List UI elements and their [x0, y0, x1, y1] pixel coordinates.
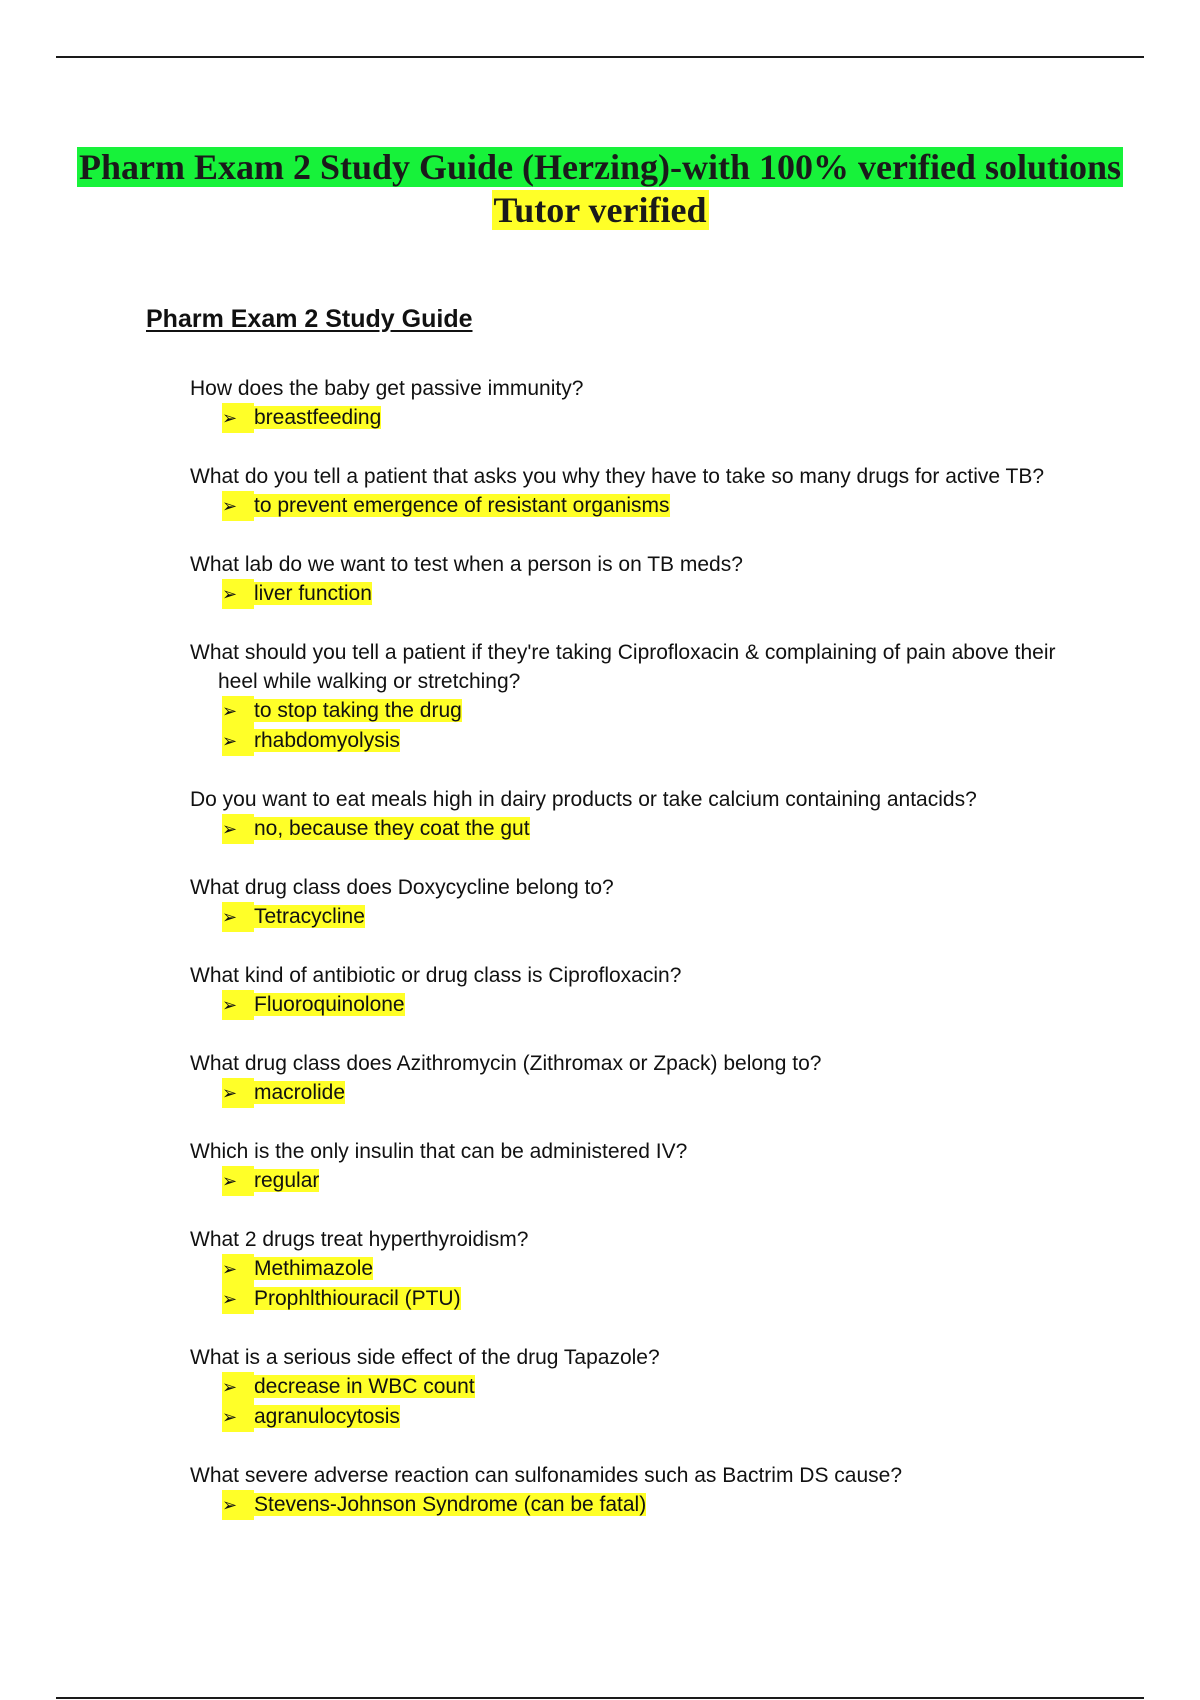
- answer-text: Prophlthiouracil (PTU): [254, 1287, 461, 1310]
- answer-item: [190, 1284, 1090, 1314]
- answer-list: [190, 579, 1090, 609]
- answer-text: to prevent emergence of resistant organisms: [254, 494, 670, 517]
- answer-list: [190, 1372, 1090, 1432]
- arrow-bullet-icon: ➢: [222, 1254, 254, 1284]
- qa-item: [190, 785, 1090, 844]
- arrow-bullet-icon: ➢: [222, 696, 254, 726]
- qa-list: [190, 374, 1090, 1549]
- question-text: What should you tell a patient if they're taking Ciprofloxacin & complaining of pain above their heel while walking or stretching?: [190, 641, 1056, 693]
- answer-item: [190, 491, 1090, 521]
- title-tutor-verified: Tutor verified: [493, 190, 707, 230]
- answer-item: [190, 902, 1090, 932]
- answer-item: [190, 1402, 1090, 1432]
- arrow-bullet-icon: ➢: [222, 403, 254, 433]
- qa-item: [190, 873, 1090, 932]
- answer-text: rhabdomyolysis: [254, 729, 400, 752]
- answer-item: [190, 990, 1090, 1020]
- qa-item: [190, 1461, 1090, 1520]
- arrow-bullet-icon: ➢: [222, 902, 254, 932]
- answer-list: [190, 990, 1090, 1020]
- answer-text: regular: [254, 1169, 320, 1192]
- answer-text: macrolide: [254, 1081, 346, 1104]
- question-text: Do you want to eat meals high in dairy products or take calcium containing antacids?: [190, 788, 977, 811]
- question-text: How does the baby get passive immunity?: [190, 377, 584, 400]
- arrow-bullet-icon: ➢: [222, 579, 254, 609]
- question-text: What lab do we want to test when a person is on TB meds?: [190, 553, 743, 576]
- answer-item: [190, 1166, 1090, 1196]
- arrow-bullet-icon: ➢: [222, 990, 254, 1020]
- answer-item: [190, 1078, 1090, 1108]
- title-main: Pharm Exam 2 Study Guide (Herzing)-with 100% verified solutions: [79, 147, 1121, 187]
- answer-item: [190, 814, 1090, 844]
- answer-list: [190, 491, 1090, 521]
- qa-item: [190, 1343, 1090, 1432]
- answer-list: [190, 902, 1090, 932]
- question-text: What kind of antibiotic or drug class is Ciprofloxacin?: [190, 964, 682, 987]
- question-text: What drug class does Azithromycin (Zithromax or Zpack) belong to?: [190, 1052, 822, 1075]
- answer-list: [190, 1490, 1090, 1520]
- answer-item: [190, 696, 1090, 726]
- arrow-bullet-icon: ➢: [222, 1078, 254, 1108]
- answer-item: [190, 579, 1090, 609]
- arrow-bullet-icon: ➢: [222, 1284, 254, 1314]
- answer-list: [190, 814, 1090, 844]
- answer-text: no, because they coat the gut: [254, 817, 530, 840]
- answer-text: to stop taking the drug: [254, 699, 462, 722]
- answer-text: agranulocytosis: [254, 1405, 400, 1428]
- arrow-bullet-icon: ➢: [222, 491, 254, 521]
- document-title: [0, 146, 1200, 232]
- top-rule: [56, 56, 1144, 58]
- answer-text: liver function: [254, 582, 372, 605]
- qa-item: [190, 462, 1090, 521]
- question-text: What is a serious side effect of the drug Tapazole?: [190, 1346, 660, 1369]
- answer-item: [190, 1254, 1090, 1284]
- answer-list: [190, 1166, 1090, 1196]
- title-line-1: [0, 146, 1200, 189]
- answer-item: [190, 1372, 1090, 1402]
- answer-text: breastfeeding: [254, 406, 382, 429]
- question-text: What severe adverse reaction can sulfonamides such as Bactrim DS cause?: [190, 1464, 903, 1487]
- arrow-bullet-icon: ➢: [222, 814, 254, 844]
- answer-list: [190, 1078, 1090, 1108]
- answer-text: decrease in WBC count: [254, 1375, 475, 1398]
- answer-item: [190, 403, 1090, 433]
- section-heading: Pharm Exam 2 Study Guide: [146, 305, 473, 333]
- arrow-bullet-icon: ➢: [222, 1402, 254, 1432]
- question-text: Which is the only insulin that can be administered IV?: [190, 1140, 688, 1163]
- answer-list: [190, 696, 1090, 756]
- qa-item: [190, 961, 1090, 1020]
- qa-item: [190, 1137, 1090, 1196]
- question-text: What do you tell a patient that asks you why they have to take so many drugs for active TB?: [190, 465, 1045, 488]
- answer-text: Fluoroquinolone: [254, 993, 405, 1016]
- qa-item: [190, 638, 1090, 756]
- arrow-bullet-icon: ➢: [222, 1490, 254, 1520]
- answer-text: Tetracycline: [254, 905, 365, 928]
- qa-item: [190, 1049, 1090, 1108]
- answer-list: [190, 1254, 1090, 1314]
- answer-text: Methimazole: [254, 1257, 374, 1280]
- question-text: What 2 drugs treat hyperthyroidism?: [190, 1228, 529, 1251]
- answer-text: Stevens-Johnson Syndrome (can be fatal): [254, 1493, 647, 1516]
- answer-item: [190, 726, 1090, 756]
- bottom-rule: [56, 1697, 1144, 1699]
- arrow-bullet-icon: ➢: [222, 726, 254, 756]
- qa-item: [190, 374, 1090, 433]
- qa-item: [190, 1225, 1090, 1314]
- question-text: What drug class does Doxycycline belong to?: [190, 876, 614, 899]
- arrow-bullet-icon: ➢: [222, 1372, 254, 1402]
- title-line-2: [0, 189, 1200, 232]
- arrow-bullet-icon: ➢: [222, 1166, 254, 1196]
- qa-item: [190, 550, 1090, 609]
- answer-item: [190, 1490, 1090, 1520]
- answer-list: [190, 403, 1090, 433]
